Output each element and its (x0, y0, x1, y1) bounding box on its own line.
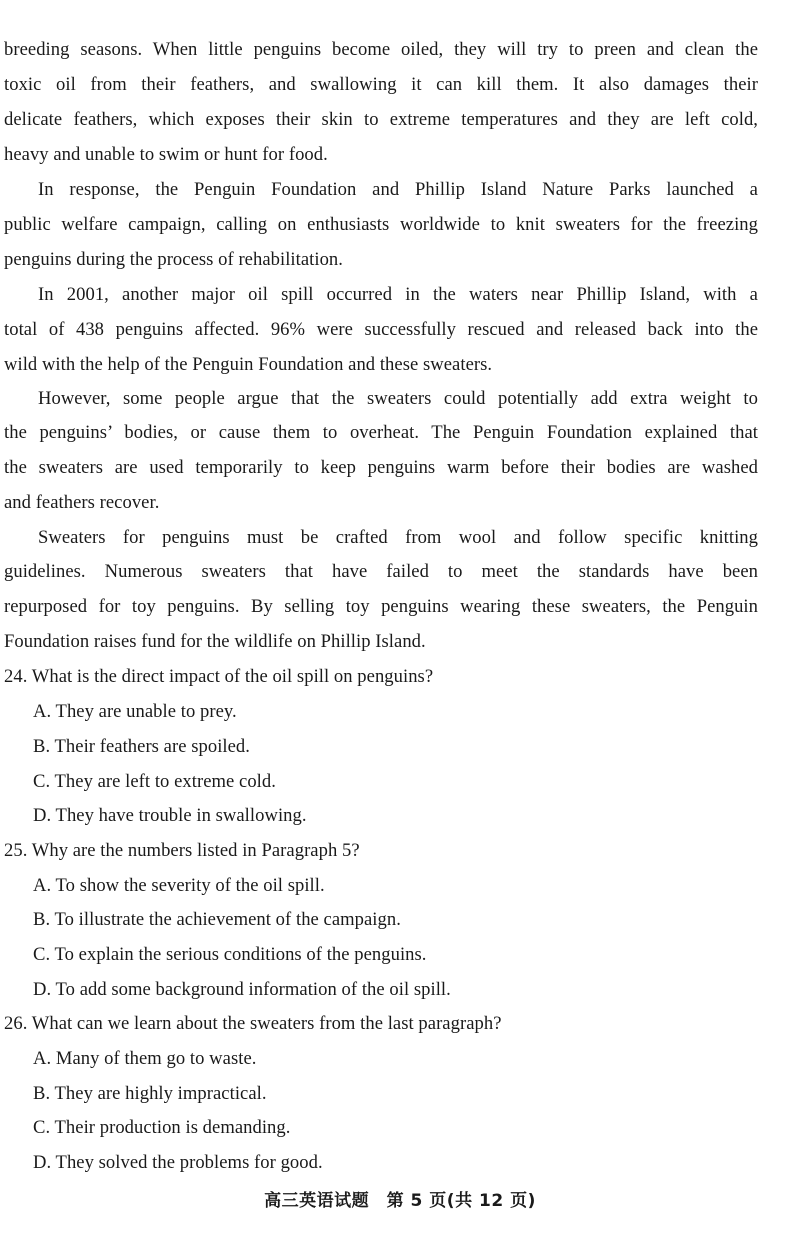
passage-line: heavy and unable to swim or hunt for food. (4, 144, 328, 165)
answer-option-c[interactable]: C. Their production is demanding. (33, 1117, 291, 1138)
answer-option-c[interactable]: C. To explain the serious conditions of the penguins. (33, 944, 427, 965)
passage-line: and feathers recover. (4, 492, 160, 513)
answer-option-a[interactable]: A. Many of them go to waste. (33, 1048, 257, 1069)
passage-line: repurposed for toy penguins. By selling toy penguins wearing these sweaters, the Penguin (4, 596, 758, 617)
passage-line: toxic oil from their feathers, and swallowing it can kill them. It also damages their (4, 74, 758, 95)
answer-option-d[interactable]: D. They solved the problems for good. (33, 1152, 323, 1173)
passage-line: However, some people argue that the sweaters could potentially add extra weight to (38, 388, 758, 409)
passage-line: Sweaters for penguins must be crafted from wool and follow specific knitting (38, 527, 758, 548)
answer-option-a[interactable]: A. To show the severity of the oil spill. (33, 875, 325, 896)
passage-line: the penguins’ bodies, or cause them to overheat. The Penguin Foundation explained that (4, 422, 758, 443)
answer-option-a[interactable]: A. They are unable to prey. (33, 701, 237, 722)
answer-option-c[interactable]: C. They are left to extreme cold. (33, 771, 276, 792)
passage-line: guidelines. Numerous sweaters that have failed to meet the standards have been (4, 561, 758, 582)
passage-line: the sweaters are used temporarily to keep penguins warm before their bodies are washed (4, 457, 758, 478)
answer-option-b[interactable]: B. To illustrate the achievement of the campaign. (33, 909, 401, 930)
passage-line: penguins during the process of rehabilitation. (4, 249, 343, 270)
passage-line: In response, the Penguin Foundation and Phillip Island Nature Parks launched a (38, 179, 758, 200)
passage-line: public welfare campaign, calling on enthusiasts worldwide to knit sweaters for the freezing (4, 214, 758, 235)
passage-line: In 2001, another major oil spill occurred in the waters near Phillip Island, with a (38, 284, 758, 305)
question-stem: 26. What can we learn about the sweaters from the last paragraph? (4, 1013, 502, 1034)
passage-line: breeding seasons. When little penguins become oiled, they will try to preen and clean the (4, 39, 758, 60)
answer-option-d[interactable]: D. To add some background information of the oil spill. (33, 979, 451, 1000)
passage-line: Foundation raises fund for the wildlife on Phillip Island. (4, 631, 426, 652)
answer-option-d[interactable]: D. They have trouble in swallowing. (33, 805, 307, 826)
question-stem: 25. Why are the numbers listed in Paragraph 5? (4, 840, 360, 861)
passage-line: total of 438 penguins affected. 96% were successfully rescued and released back into the (4, 319, 758, 340)
answer-option-b[interactable]: B. Their feathers are spoiled. (33, 736, 250, 757)
passage-line: delicate feathers, which exposes their skin to extreme temperatures and they are left cold, (4, 109, 758, 130)
page-footer: 高三英语试题 第 5 页(共 12 页) (264, 1191, 536, 1211)
answer-option-b[interactable]: B. They are highly impractical. (33, 1083, 267, 1104)
question-stem: 24. What is the direct impact of the oil spill on penguins? (4, 666, 434, 687)
passage-line: wild with the help of the Penguin Foundation and these sweaters. (4, 354, 493, 375)
